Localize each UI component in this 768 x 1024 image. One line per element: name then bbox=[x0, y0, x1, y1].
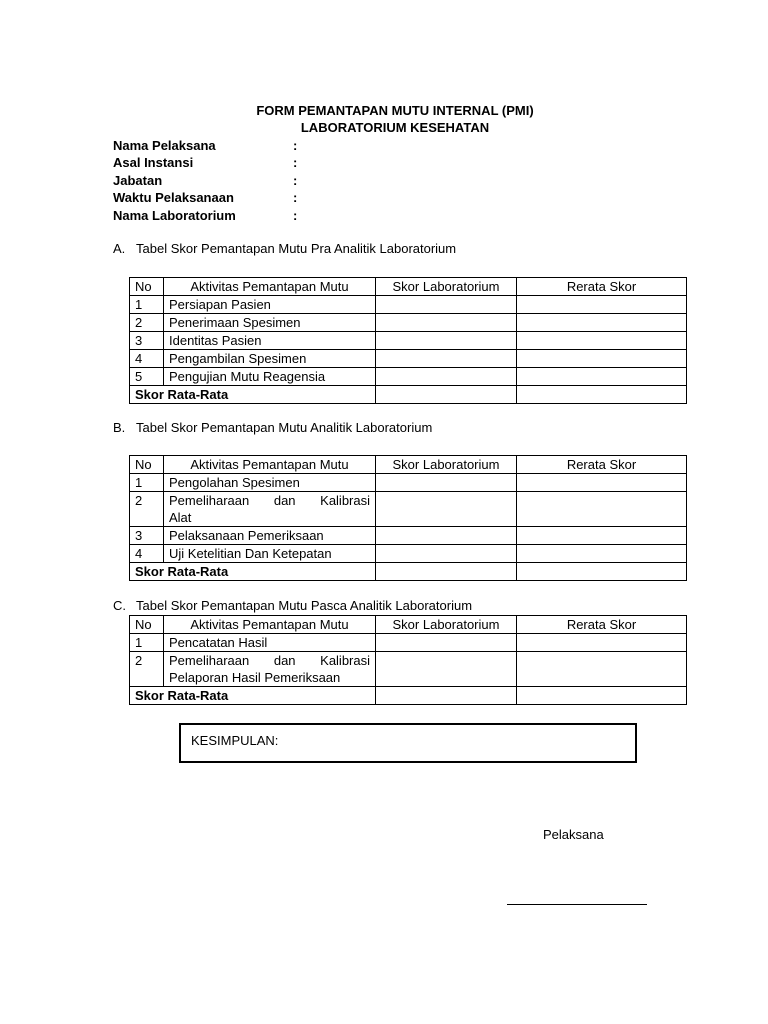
col-header-activity: Aktivitas Pemantapan Mutu bbox=[164, 456, 376, 474]
lab-score-cell[interactable] bbox=[376, 332, 517, 350]
row-no: 5 bbox=[130, 368, 164, 386]
table-total-row bbox=[130, 687, 687, 705]
total-avg-score-cell[interactable] bbox=[517, 563, 687, 581]
row-no: 4 bbox=[130, 545, 164, 563]
info-colon: : bbox=[293, 208, 298, 223]
row-activity: Pelaksanaan Pemeriksaan bbox=[164, 527, 376, 545]
col-header-avg-score: Rerata Skor bbox=[517, 456, 687, 474]
row-activity: Pencatatan Hasil bbox=[164, 634, 376, 652]
col-header-no: No bbox=[130, 616, 164, 634]
lab-score-cell[interactable] bbox=[376, 296, 517, 314]
avg-score-cell[interactable] bbox=[517, 296, 687, 314]
table-header-row bbox=[130, 616, 687, 634]
info-colon: : bbox=[293, 138, 298, 153]
table-header-row bbox=[130, 456, 687, 474]
avg-score-cell[interactable] bbox=[517, 527, 687, 545]
row-no: 1 bbox=[130, 474, 164, 492]
table-row bbox=[130, 368, 687, 386]
info-colon: : bbox=[293, 173, 298, 188]
row-activity-line1: Pemeliharaan dan Kalibrasi bbox=[169, 653, 370, 668]
col-header-no: No bbox=[130, 278, 164, 296]
signature-line[interactable] bbox=[507, 904, 647, 905]
info-label: Waktu Pelaksanaan bbox=[113, 190, 234, 205]
lab-score-cell[interactable] bbox=[376, 368, 517, 386]
table-row bbox=[130, 474, 687, 492]
row-activity: Persiapan Pasien bbox=[164, 296, 376, 314]
row-no: 4 bbox=[130, 350, 164, 368]
table-pasca-analitik bbox=[129, 615, 687, 705]
form-title: FORM PEMANTAPAN MUTU INTERNAL (PMI) bbox=[256, 103, 534, 118]
info-row-nama-pelaksana bbox=[113, 137, 297, 154]
lab-score-cell[interactable] bbox=[376, 527, 517, 545]
row-activity: Uji Ketelitian Dan Ketepatan bbox=[164, 545, 376, 563]
avg-score-cell[interactable] bbox=[517, 474, 687, 492]
lab-score-cell[interactable] bbox=[376, 474, 517, 492]
avg-score-cell[interactable] bbox=[517, 332, 687, 350]
lab-score-cell[interactable] bbox=[376, 545, 517, 563]
avg-score-cell[interactable] bbox=[517, 652, 687, 687]
total-lab-score-cell[interactable] bbox=[376, 386, 517, 404]
row-activity bbox=[164, 492, 376, 527]
section-title: Tabel Skor Pemantapan Mutu Pasca Analitik Laboratorium bbox=[136, 598, 473, 613]
conclusion-box[interactable] bbox=[179, 723, 637, 763]
section-b-heading bbox=[113, 420, 432, 435]
info-label: Jabatan bbox=[113, 173, 163, 188]
row-activity-line2: Pelaporan Hasil Pemeriksaan bbox=[169, 670, 341, 685]
avg-score-cell[interactable] bbox=[517, 492, 687, 527]
row-no: 2 bbox=[130, 314, 164, 332]
row-activity: Pengolahan Spesimen bbox=[164, 474, 376, 492]
lab-score-cell[interactable] bbox=[376, 350, 517, 368]
info-label: Asal Instansi bbox=[113, 155, 194, 170]
table-header-row bbox=[130, 278, 687, 296]
avg-score-cell[interactable] bbox=[517, 368, 687, 386]
section-letter: C. bbox=[113, 598, 126, 613]
total-avg-score-cell[interactable] bbox=[517, 687, 687, 705]
row-no: 2 bbox=[130, 652, 164, 687]
lab-score-cell[interactable] bbox=[376, 314, 517, 332]
avg-score-cell[interactable] bbox=[517, 314, 687, 332]
row-no: 3 bbox=[130, 332, 164, 350]
signature-label: Pelaksana bbox=[543, 827, 604, 842]
total-lab-score-cell[interactable] bbox=[376, 687, 517, 705]
table-row bbox=[130, 527, 687, 545]
avg-score-cell[interactable] bbox=[517, 634, 687, 652]
col-header-lab-score: Skor Laboratorium bbox=[376, 278, 517, 296]
conclusion-label: KESIMPULAN: bbox=[191, 733, 279, 748]
table-row bbox=[130, 545, 687, 563]
lab-score-cell[interactable] bbox=[376, 652, 517, 687]
total-avg-score-cell[interactable] bbox=[517, 386, 687, 404]
info-row-nama-laboratorium bbox=[113, 207, 297, 224]
avg-score-cell[interactable] bbox=[517, 545, 687, 563]
section-title: Tabel Skor Pemantapan Mutu Analitik Laboratorium bbox=[136, 420, 433, 435]
total-label: Skor Rata-Rata bbox=[130, 563, 376, 581]
total-lab-score-cell[interactable] bbox=[376, 563, 517, 581]
info-colon: : bbox=[293, 190, 298, 205]
col-header-lab-score: Skor Laboratorium bbox=[376, 616, 517, 634]
row-no: 2 bbox=[130, 492, 164, 527]
table-row bbox=[130, 332, 687, 350]
row-no: 1 bbox=[130, 296, 164, 314]
info-row-jabatan bbox=[113, 172, 297, 189]
table-analitik bbox=[129, 455, 687, 581]
row-activity-line2: Alat bbox=[169, 510, 192, 525]
table-pra-analitik bbox=[129, 277, 687, 404]
lab-score-cell[interactable] bbox=[376, 634, 517, 652]
row-activity: Penerimaan Spesimen bbox=[164, 314, 376, 332]
row-no: 3 bbox=[130, 527, 164, 545]
col-header-activity: Aktivitas Pemantapan Mutu bbox=[164, 616, 376, 634]
table-row bbox=[130, 652, 687, 687]
col-header-avg-score: Rerata Skor bbox=[517, 278, 687, 296]
row-activity: Pengujian Mutu Reagensia bbox=[164, 368, 376, 386]
lab-score-cell[interactable] bbox=[376, 492, 517, 527]
total-label: Skor Rata-Rata bbox=[130, 386, 376, 404]
total-label: Skor Rata-Rata bbox=[130, 687, 376, 705]
col-header-lab-score: Skor Laboratorium bbox=[376, 456, 517, 474]
section-title: Tabel Skor Pemantapan Mutu Pra Analitik Laboratorium bbox=[136, 241, 457, 256]
row-activity: Identitas Pasien bbox=[164, 332, 376, 350]
section-a-heading bbox=[113, 241, 456, 256]
section-c-heading bbox=[113, 598, 472, 613]
table-total-row bbox=[130, 563, 687, 581]
form-subtitle: LABORATORIUM KESEHATAN bbox=[300, 120, 490, 135]
row-activity: Pengambilan Spesimen bbox=[164, 350, 376, 368]
info-row-waktu-pelaksanaan bbox=[113, 189, 297, 206]
table-row bbox=[130, 492, 687, 527]
table-total-row bbox=[130, 386, 687, 404]
table-row bbox=[130, 296, 687, 314]
row-no: 1 bbox=[130, 634, 164, 652]
section-letter: B. bbox=[113, 420, 126, 435]
section-letter: A. bbox=[113, 241, 126, 256]
table-row bbox=[130, 350, 687, 368]
avg-score-cell[interactable] bbox=[517, 350, 687, 368]
row-activity-line1: Pemeliharaan dan Kalibrasi bbox=[169, 493, 370, 508]
table-row bbox=[130, 634, 687, 652]
info-label: Nama Pelaksana bbox=[113, 138, 216, 153]
col-header-activity: Aktivitas Pemantapan Mutu bbox=[164, 278, 376, 296]
table-row bbox=[130, 314, 687, 332]
info-label: Nama Laboratorium bbox=[113, 208, 236, 223]
col-header-avg-score: Rerata Skor bbox=[517, 616, 687, 634]
col-header-no: No bbox=[130, 456, 164, 474]
info-row-asal-instansi bbox=[113, 154, 297, 171]
info-colon: : bbox=[293, 155, 298, 170]
row-activity bbox=[164, 652, 376, 687]
